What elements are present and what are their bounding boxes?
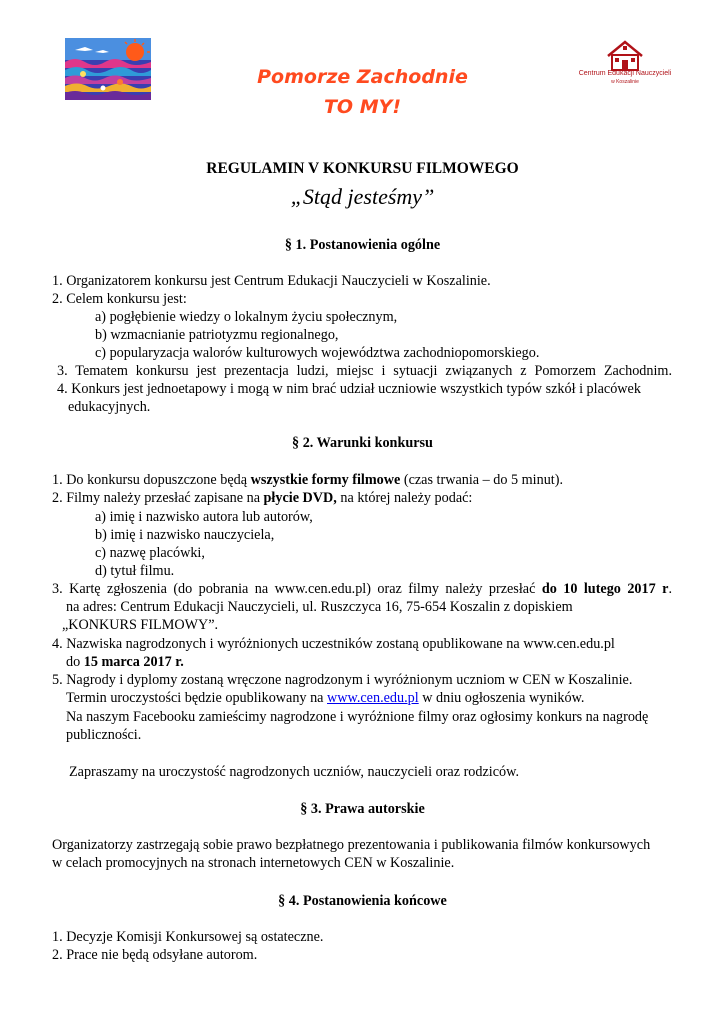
section-2-heading: § 2. Warunki konkursu [292,435,433,451]
section-1-heading: § 1. Postanowienia ogólne [284,237,441,253]
s2-item-4-line-2: do 15 marca 2017 r. [66,654,184,670]
slogan-line-1: Pomorze Zachodnie [257,66,468,88]
s4-item-2: 2. Prace nie będą odsyłane autorom. [52,947,258,963]
s2-item-2d: d) tytuł filmu. [95,563,175,579]
s2-item-3-line-2: na adres: Centrum Edukacji Nauczycieli, ul. Ruszczyca 16, 75-654 Koszalin z dopiskiem [66,599,573,615]
section-3-heading: § 3. Prawa autorskie [300,801,425,817]
s1-item-2c: c) popularyzacja walorów kulturowych województwa zachodniopomorskiego. [95,345,540,361]
section-4-heading: § 4. Postanowienia końcowe [278,893,447,909]
document-subtitle: „Stąd jesteśmy” [290,184,435,209]
document-title: REGULAMIN V KONKURSU FILMOWEGO [206,160,519,177]
s1-item-3: 3. Tematem konkursu jest prezentacja ludzi, miejsc i sytuacji związanych z Pomorzem Zachodnim. [57,363,672,379]
s2-item-2c: c) nazwę placówki, [95,545,205,561]
s2-item-4-line-1: 4. Nazwiska nagrodzonych i wyróżnionych uczestników zostaną opublikowane na www.cen.edu.pl [52,636,615,652]
s2-item-2b: b) imię i nazwisko nauczyciela, [95,527,275,543]
s2-item-5-line-1: 5. Nagrody i dyplomy zostaną wręczone nagrodzonym i wyróżnionym uczniom w CEN w Koszalinie. [52,672,633,688]
s1-item-4-line-1: 4. Konkurs jest jednoetapowy i mogą w nim brać udział uczniowie wszystkich typów szkół i placówek [57,381,641,397]
s3-paragraph-line-1: Organizatorzy zastrzegają sobie prawo bezpłatnego prezentowania i publikowania filmów konkursowych [52,837,651,853]
s1-item-4-line-2: edukacyjnych. [68,399,151,415]
s1-item-2: 2. Celem konkursu jest: [52,291,187,307]
s1-item-2a: a) pogłębienie wiedzy o lokalnym życiu społecznym, [95,309,398,325]
s2-item-5-line-3: Na naszym Facebooku zamieścimy nagrodzone i wyróżnione filmy oraz ogłosimy konkurs na nagrodę [66,709,649,725]
s2-item-5-line-2: Termin uroczystości będzie opublikowany na www.cen.edu.pl w dniu ogłoszenia wyników. [66,690,585,706]
s3-paragraph-line-2: w celach promocyjnych na stronach internetowych CEN w Koszalinie. [52,855,455,871]
s4-item-1: 1. Decyzje Komisji Konkursowej są ostateczne. [52,929,324,945]
s1-item-1: 1. Organizatorem konkursu jest Centrum Edukacji Nauczycieli w Koszalinie. [52,273,491,289]
slogan-line-2: TO MY! [323,96,402,118]
cen-website-link[interactable]: www.cen.edu.pl [327,690,419,706]
s1-item-2b: b) wzmacnianie patriotyzmu regionalnego, [95,327,339,343]
s2-item-3-line-1: 3. Kartę zgłoszenia (do pobrania na www.cen.edu.pl) oraz filmy należy przesłać do 10 lutego 2017 r. [52,581,672,597]
s2-item-2: 2. Filmy należy przesłać zapisane na płycie DVD, na której należy podać: [52,490,473,506]
s2-item-5-line-4: publiczności. [66,727,142,743]
s2-item-1: 1. Do konkursu dopuszczone będą wszystkie formy filmowe (czas trwania – do 5 minut). [52,472,564,488]
cen-logo-subtext: w Koszalinie [611,79,639,85]
invitation-text: Zapraszamy na uroczystość nagrodzonych uczniów, nauczycieli oraz rodziców. [69,764,519,780]
s2-item-2a: a) imię i nazwisko autora lub autorów, [95,509,313,525]
s2-item-3-line-3: „KONKURS FILMOWY”. [62,617,219,633]
cen-logo-text: Centrum Edukacji Nauczycieli [578,70,672,77]
